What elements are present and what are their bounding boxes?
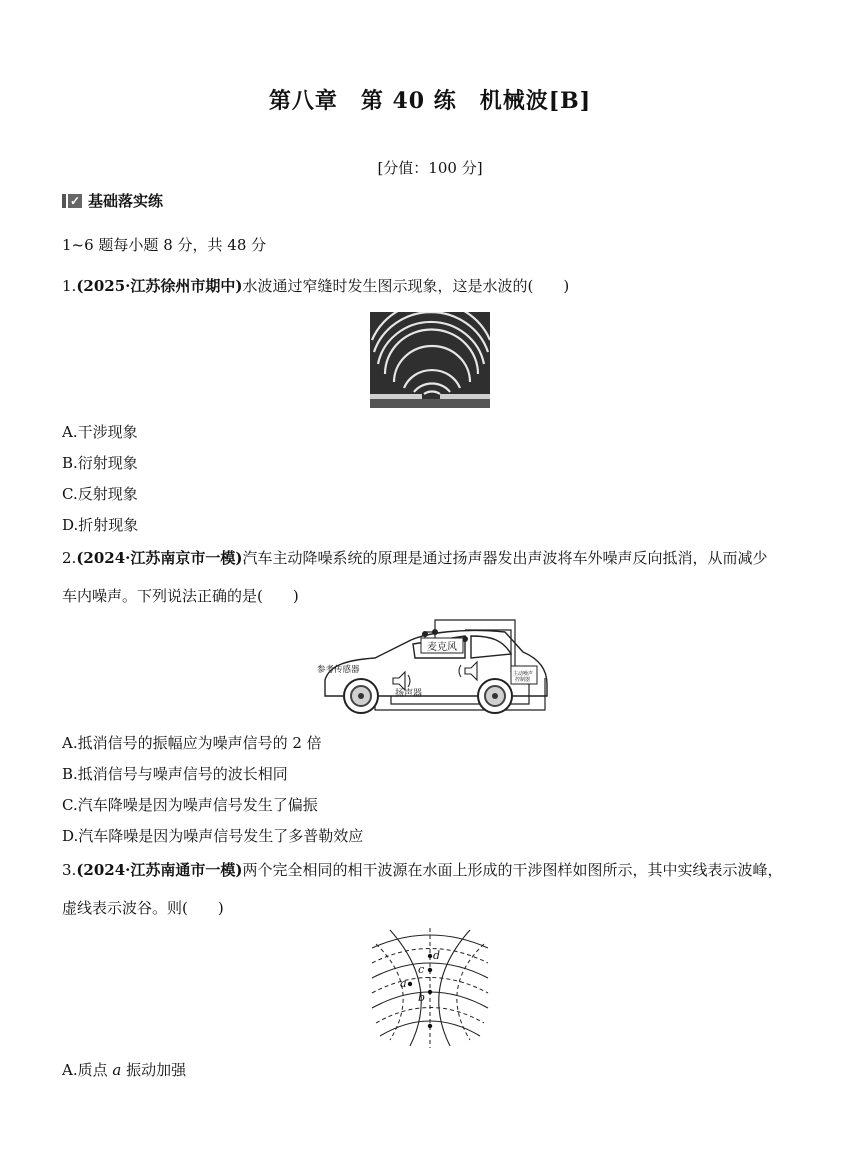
score-label: [分值：100 分] (377, 159, 483, 177)
question-3-stem (62, 859, 783, 880)
question-text: 两个完全相同的相干波源在水面上形成的干涉图样如图所示，其中实线表示波峰， (242, 861, 783, 879)
section-label: 基础落实练 (88, 192, 164, 210)
q1-option-c: C.反射现象 (62, 485, 138, 503)
speaker-icon (393, 672, 410, 690)
question-source: (2024·江苏南通市一模) (76, 861, 243, 879)
checkbox-icon: ✓ (62, 194, 82, 208)
q1-option-d: D.折射现象 (62, 516, 139, 534)
controller-label-1: 主动噪声 (513, 671, 534, 677)
question-2-stem-line2: 车内噪声。下列说法正确的是( ) (62, 587, 299, 605)
point-c-label: c (418, 963, 425, 976)
option-text: 振动加强 (121, 1061, 187, 1079)
q1-option-a: A.干涉现象 (62, 423, 138, 441)
speaker-icon (459, 662, 477, 680)
question-source: (2025·江苏徐州市期中) (76, 277, 243, 295)
q2-option-c: C.汽车降噪是因为噪声信号发生了偏振 (62, 796, 318, 814)
controller-label-2: 控制器 (515, 677, 531, 683)
interference-figure (370, 926, 490, 1050)
q3-option-a (62, 1059, 186, 1080)
question-2-stem (62, 547, 768, 568)
diffraction-figure (370, 312, 490, 408)
section-note: 1~6 题每小题 8 分，共 48 分 (62, 236, 267, 254)
question-text: 水波通过窄缝时发生图示现象，这是水波的( ) (242, 277, 570, 295)
point-b-label: b (418, 991, 426, 1004)
q2-option-b: B.抵消信号与噪声信号的波长相同 (62, 765, 288, 783)
question-text: 汽车主动降噪系统的原理是通过扬声器发出声波将车外噪声反向抵消，从而减少 (242, 549, 768, 567)
q2-option-d: D.汽车降噪是因为噪声信号发生了多普勒效应 (62, 827, 364, 845)
question-3-stem-line2: 虚线表示波谷。则( ) (62, 899, 224, 917)
page-title: 第八章 第 40 练 机械波[B] (268, 88, 592, 114)
option-text: A.质点 (62, 1061, 113, 1079)
q2-option-a: A.抵消信号的振幅应为噪声信号的 2 倍 (62, 734, 322, 752)
car-noise-cancel-figure (315, 618, 555, 720)
option-variable: a (112, 1061, 122, 1079)
question-number: 3. (62, 861, 77, 879)
ref-sensor-label: 参考传感器 (317, 665, 360, 675)
question-number: 1. (62, 277, 77, 295)
question-number: 2. (62, 549, 77, 567)
mic-label: 麦克风 (427, 642, 457, 653)
point-d-label: d (433, 949, 441, 962)
question-1-stem (62, 275, 569, 296)
question-source: (2024·江苏南京市一模) (76, 549, 243, 567)
q1-option-b: B.衍射现象 (62, 454, 138, 472)
point-a-label: a (400, 977, 407, 990)
section-header (62, 190, 163, 211)
speaker-label: 扬声器 (395, 689, 423, 699)
